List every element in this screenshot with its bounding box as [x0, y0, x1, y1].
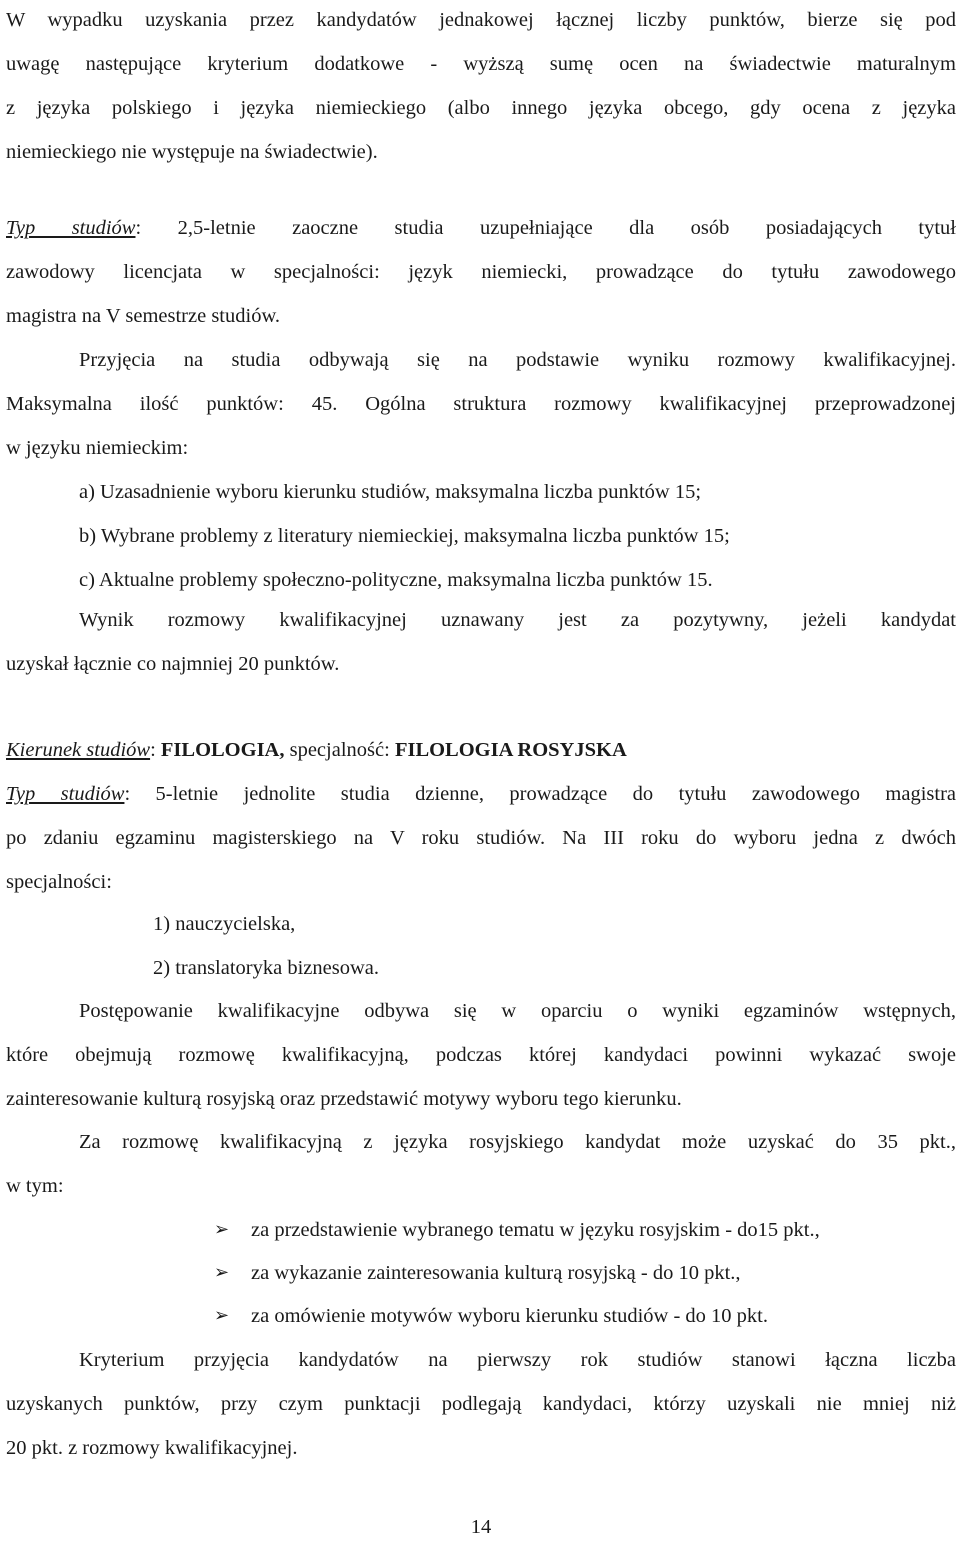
text-line: zawodowy licencjata w specjalności: język niemiecki, prowadzące do tytułu zawodowego: [6, 261, 956, 283]
text-line: niemieckiego nie występuje na świadectwie).: [6, 141, 378, 163]
text-line: Postępowanie kwalifikacyjne odbywa się w oparciu o wyniki egzaminów wstępnych,: [79, 1000, 956, 1022]
text-line: Przyjęcia na studia odbywają się na podstawie wyniku rozmowy kwalifikacyjnej.: [79, 349, 956, 371]
list-item: 1) nauczycielska,: [153, 913, 296, 935]
list-item: a) Uzasadnienie wyboru kierunku studiów, maksymalna liczba punktów 15;: [79, 481, 702, 503]
text-line: w tym:: [6, 1175, 64, 1197]
text-line: [6, 772, 956, 816]
arrow-bullet-icon: ➢: [214, 1262, 230, 1283]
paragraph-rozmowa: [6, 1120, 956, 1208]
paragraph-tie-break: [6, 0, 956, 174]
bullet-item: za wykazanie zainteresowania kulturą rosyjską - do 10 pkt.,: [251, 1262, 741, 1284]
text-line: Maksymalna ilość punktów: 45. Ogólna struktura rozmowy kwalifikacyjnej przeprowadzonej: [6, 393, 956, 415]
text-line: Kryterium przyjęcia kandydatów na pierwszy rok studiów stanowi łączna liczba: [79, 1349, 956, 1371]
text-line: uzyskanych punktów, przy czym punktacji podlegają kandydaci, którzy uzyskali nie mniej niż: [6, 1393, 956, 1415]
text-line: Wynik rozmowy kwalifikacyjnej uznawany jest za pozytywny, jeżeli kandydat: [79, 609, 956, 631]
bullet-item: za przedstawienie wybranego tematu w języku rosyjskim - do15 pkt.,: [251, 1219, 820, 1241]
typ-studiow-text: : 5-letnie jednolite studia dzienne, prowadzące do tytułu zawodowego magistra: [124, 783, 956, 805]
list-item: 2) translatoryka biznesowa.: [153, 957, 379, 979]
kierunek-label: Kierunek studiów: [6, 739, 151, 761]
text-line: w języku niemieckim:: [6, 437, 189, 459]
text-line: 20 pkt. z rozmowy kwalifikacyjnej.: [6, 1437, 298, 1459]
text-line: magistra na V semestrze studiów.: [6, 305, 281, 327]
text-line: z języka polskiego i języka niemieckiego (albo innego języka obcego, gdy ocena z języka: [6, 97, 956, 119]
text-line: Za rozmowę kwalifikacyjną z języka rosyjskiego kandydat może uzyskać do 35 pkt.,: [79, 1131, 956, 1153]
list-item: b) Wybrane problemy z literatury niemieckiej, maksymalna liczba punktów 15;: [79, 525, 730, 547]
section-typ-studiow-niemiecki: [6, 206, 956, 338]
arrow-bullet-icon: ➢: [214, 1305, 230, 1326]
text-line: specjalności:: [6, 871, 112, 893]
typ-studiow-text: : 2,5-letnie zaoczne studia uzupełniające dla osób posiadających tytuł: [135, 217, 956, 239]
kierunek-value: FILOLOGIA,: [160, 739, 285, 761]
page-content: [6, 0, 956, 1537]
typ-studiow-label: Typ studiów: [6, 217, 136, 239]
arrow-bullet-icon: ➢: [214, 1219, 230, 1240]
separator: :: [150, 739, 161, 761]
kierunek-line: [6, 728, 956, 772]
text-line: uwagę następujące kryterium dodatkowe - wyższą sumę ocen na świadectwie maturalnym: [6, 53, 956, 75]
section-filologia-rosyjska: [6, 728, 956, 904]
specjalnosc-value: FILOLOGIA ROSYJSKA: [394, 739, 627, 761]
paragraph-przyjecia: [6, 338, 956, 470]
paragraph-postepowanie: [6, 989, 956, 1121]
bullet-item: za omówienie motywów wyboru kierunku studiów - do 10 pkt.: [251, 1305, 768, 1327]
list-item: c) Aktualne problemy społeczno-polityczne, maksymalna liczba punktów 15.: [79, 569, 713, 591]
text-line: W wypadku uzyskania przez kandydatów jednakowej łącznej liczby punktów, bierze się pod: [6, 9, 956, 31]
typ-studiow-label: Typ studiów: [6, 783, 125, 805]
text-line: uzyskał łącznie co najmniej 20 punktów.: [6, 653, 340, 675]
paragraph-kryterium: [6, 1338, 956, 1470]
text-line: po zdaniu egzaminu magisterskiego na V roku studiów. Na III roku do wyboru jedna z dwóch: [6, 827, 956, 849]
text-line: które obejmują rozmowę kwalifikacyjną, podczas której kandydaci powinni wykazać swoje: [6, 1044, 956, 1066]
specjalnosc-label: specjalność:: [284, 739, 395, 761]
paragraph-wynik: [6, 598, 956, 686]
text-line: zainteresowanie kulturą rosyjską oraz przedstawić motywy wyboru tego kierunku.: [6, 1088, 682, 1110]
page-number: 14: [470, 1516, 492, 1538]
text-line: [6, 206, 956, 250]
